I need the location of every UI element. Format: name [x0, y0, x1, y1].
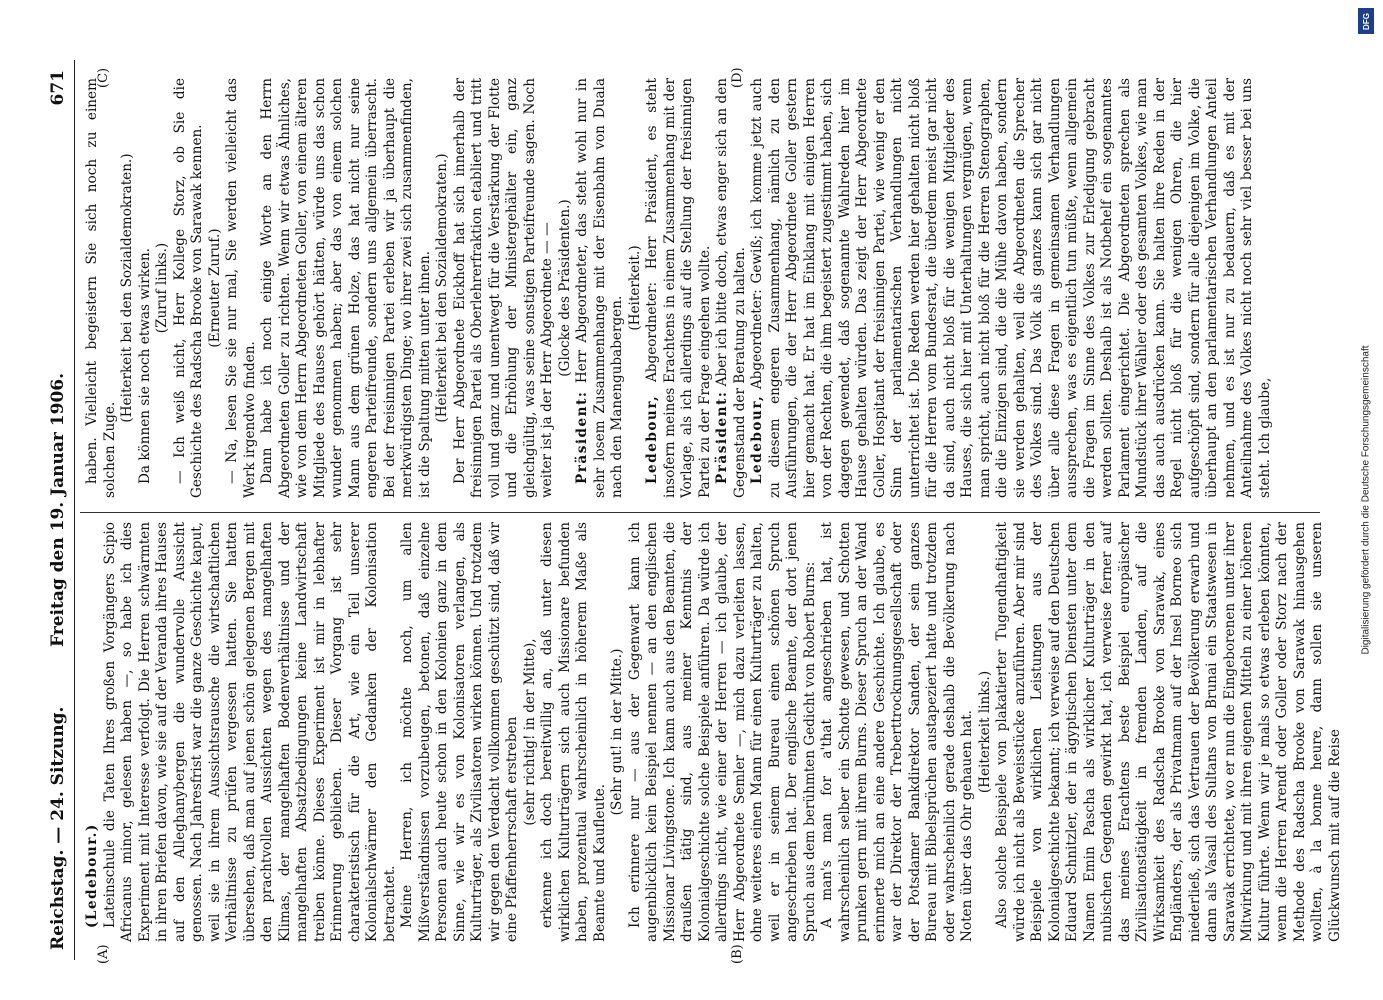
paragraph — [994, 522, 1344, 942]
dfg-logo-text: DFG — [1361, 12, 1371, 30]
column-divider — [80, 512, 1320, 513]
paragraph — [574, 78, 627, 498]
speaker-name: (Ledebour.) — [84, 823, 100, 928]
paragraph — [224, 78, 259, 498]
margin-marker-b: (B) — [730, 944, 745, 964]
paragraph-text: Meine Herren, ich möchte noch, um allen Mißverständnissen vorzubeugen, betonen, daß einzelne Personen auch heute schon in den Kolonien ganz in dem Sinne, wie wir es von Kolonisatoren verlangen, als Kulturträger, als Zivilisatoren wirken können. Und trotzdem wir gegen den Verdacht vollkommen geschützt sind, daß wir eine Pfaffenherrschaft erstreben — [399, 522, 520, 942]
stage-direction: (Erneuter Zuruf.) — [206, 228, 223, 348]
paragraph-text: erkenne ich doch bereitwillig an, daß unter diesen wirklichen Kulturträgern sich auch Missionare befunden haben, prozentual wahrscheinlich in höherem Maße als Beamte und Kaufleute. — [539, 522, 608, 942]
paragraph — [749, 78, 1274, 498]
paragraph — [714, 78, 749, 498]
speaker-name: Präsident: — [714, 390, 730, 484]
paragraph — [644, 78, 714, 498]
paragraph-text: Dann habe ich noch einige Worte an den Herrn Abgeordneten Goller zu richten. Wenn wir etwas Ähnliches, wie von dem Herrn Abgeordneten Goller, von einem älteren Mitgliede des Hauses gehört hätten, würde uns das schon wunder genommen haben; aber das von einem solchen Mann aus dem grünen Holze, das hat nicht nur seine engeren Parteifreunde, sondern uns allgemein überrascht. Bei der freisinnigen Partei erleben wir ja überhaupt die merkwürdigsten Dinge; wo ihrer zwei sich zusammenfinden, ist die Spaltung mitten unter ihnen. — [259, 78, 433, 498]
page-number: 671 — [48, 70, 68, 106]
paragraph-text: Ich erinnere nur — aus der Gegenwart kann ich augenblicklich kein Beispiel nennen — an den englischen Missionar Livingstone. Ich kann auch aus den Beamten, die draußen tätig sind, aus meiner Kenntnis der Kolonialgeschichte solche Beispiele anführen. Da würde ich allerdings nicht, wie einer der Herren — ich glaube, der Herr Abgeordnete Semler —, mich dazu verleiten lassen, ohne weiteres einen Mann für einen Kulturträger zu halten, weil er in seinem Bureau einen schönen Spruch angeschrieben hat. Der englische Beamte, der dort jenen Spruch aus dem berühmten Gedicht von Robert Burns: — [626, 522, 818, 942]
paragraph-text: A man's man for a'that angeschrieben hat, ist wahrscheinlich selber ein Schotte gewesen, und Schotten prunken gern mit ihrem Burns. Dieser Spruch an der Wand erinnerte mich an eine andere Geschichte. Ich glaube, es war der Direktor der Treberttrocknungsgesellschaft oder der Potsdamer Bankdirektor Sanden, der sein ganzes Bureau mit Bibelsprüchen austapeziert hatte und trotzdem oder wahrscheinlich gerade deshalb die Bevölkerung nach Noten über das Ohr gehauen hat. — [819, 522, 975, 942]
paragraph-text: — Na, lesen Sie sie nur mal, Sie werden vielleicht das Werk irgendwo finden. — [224, 78, 258, 498]
paragraph-text: Aber ich bitte doch, etwas enger sich an den Gegenstand der Beratung zu halten. — [714, 78, 748, 498]
stage-direction: (Heiterkeit links.) — [976, 670, 993, 794]
paragraph — [84, 78, 119, 498]
paragraph-text: Lateinschule die Taten Ihres großen Vorgängers Scipio Africanus minor, gelesen haben —, so habe ich dies Experiment mit Interesse verfolgt. Die Herren schwärmten in ihren Briefen davon, wie sie auf der Veranda ihres Hauses auf den Alleghanybergen die wundervolle Aussicht genossen. Nach Jahresfrist war die ganze Geschichte kaput, weil sie in ihrem Aussichtsrausche die wirtschaftlichen Verhältnisse zu prüfen vergessen hatten. Sie hatten übersehen, daß man auf jenen schön gelegenen Bergen mit den prachtvollen Aussichten wegen des mangelhaften Klimas, der mangelhaften Bodenverhältnisse und der mangelhaften Absatzbedingungen keine Landwirtschaft treiben könne. Dieses Experiment ist mir in lebhafter Erinnerung geblieben. Dieser Vorgang ist sehr charakteristisch für die Art, wie ein Teil unserer Kolonialschwärmer den Gedanken der Kolonisation betrachtet. — [101, 522, 398, 942]
speaker-name: Ledebour, — [749, 394, 765, 484]
paragraph-text: Herr Abgeordneter, das steht wohl nur in sehr losem Zusammenhange mit der Eisenbahn von Duala nach den Manengubabergen. — [574, 77, 625, 498]
stage-direction: (Heiterkeit.) — [626, 245, 643, 331]
stage-direction: (Heiterkeit bei den Sozialdemokraten.) — [119, 153, 135, 423]
paragraph — [539, 522, 609, 942]
right-column — [84, 78, 1324, 498]
page-header — [40, 60, 74, 960]
stage-direction: (Sehr gut! in der Mitte.) — [609, 648, 625, 816]
margin-marker-c: (C) — [96, 67, 111, 88]
paragraph — [627, 522, 820, 942]
stage-direction: (Heiterkeit bei den Sozialdemokraten.) — [434, 153, 450, 423]
paragraph-text: haben. Vielleicht begeistern Sie sich noch zu einem solchen Zuge. — [84, 78, 118, 498]
paragraph — [84, 522, 102, 942]
header-left: Reichstag. — 24. Sitzung. — [48, 706, 68, 950]
header-rule — [74, 60, 75, 960]
paragraph — [452, 78, 557, 498]
paragraph-text: Der Herr Abgeordnete Eickhoff hat sich innerhalb der freisinnigen Partei als Oberlehrerfraktion etabliert und tritt voll und ganz und unentwegt für die Verstärkung der Flotte und die Erhöhung der Ministergehälter ein, ganz gleichgültig, was seine sonstigen Parteifreunde sagen. Noch weiter ist ja der Herr Abgeordnete — — — [451, 78, 555, 498]
paragraph-text: Da können sie noch etwas wirken. — [136, 247, 153, 484]
speaker-name: Ledebour, — [644, 394, 660, 484]
paragraph-text: Abgeordneter: Gewiß; ich komme jetzt auch zu diesem engeren Zusammenhang, nämlich zu den Ausführungen, die der Herr Abgeordnete Goller gestern hier gemacht hat. Er hat im Einklang mit einigen Herren von der Rechten, die ihm begeistert zugestimmt haben, sich dagegen gewendet, daß sogenannte Wahlreden hier im Hause gehalten würden. Das zeigt der Herr Abgeordnete Goller, Hospitant der freisinnigen Partei, wie wenig er den Sinn der parlamentarischen Verhandlungen nicht unterrichtet ist. Die Reden werden hier gehalten nicht bloß für die Herren vom Bundesrat, die überdem meist gar nicht da sind, auch nicht bloß für die wenigen Mitglieder des Hauses, die sich hier mit Unterhaltungen vergnügen, wenn man spricht, auch nicht bloß für die Herren Stenographen, die die Einzigen sind, die die Mühe davon haben, sondern sie werden gehalten, weil die Abgeordneten die Sprecher des Volkes sind. Das Volk als ganzes kann sich gar nicht über alle diese Fragen in gemeinsamen Verhandlungen aussprechen, was es eigentlich tun müßte, wenn allgemein die Fragen im Sinne des Volkes zur Erledigung gebracht werden sollten. Deshalb ist als Notbehelf ein sogenanntes Parlament eingerichtet. Die Abgeordneten sprechen als Mundstück ihrer Wähler oder des gesamten Volkes, wie man das auch ausdrücken kann. Sie halten ihre Reden in der Regel nicht bloß für die wenigen Ohren, die hier aufgeschöpft sind, sondern für alle diejenigen im Volke, die überhaupt an den parlamentarischen Verhandlungen Anteil nehmen, und es ist nur zu bedauern, daß es mit der Anteilnahme des Volkes nicht noch sehr viel besser bei uns steht. Ich glaube, — [749, 78, 1273, 498]
margin-marker-d: (D) — [730, 67, 745, 88]
speaker-name: Präsident: — [574, 390, 590, 484]
paragraph-text: — Ich weiß nicht, Herr Kollege Storz, ob Sie die Geschichte des Radscha Brooke von Sarawak kennen. — [171, 78, 205, 498]
header-date: Freitag den 19. Januar 1906. — [48, 372, 68, 648]
rotated-page — [40, 60, 1343, 964]
paragraph — [819, 522, 977, 942]
paragraph — [259, 78, 434, 498]
paragraph — [172, 78, 207, 498]
dfg-logo — [1358, 8, 1374, 34]
paragraph — [137, 78, 155, 498]
paragraph — [102, 522, 400, 942]
stage-direction: (Zuruf links.) — [154, 242, 170, 334]
stage-direction: (sehr richtig! in der Mitte), — [521, 638, 538, 826]
paragraph-text: Abgeordneter: Herr Präsident, es steht insofern meines Erachtens in einem Zusammenhang mit der Vorlage, als ich allerdings auf die Stellung der freisinnigen Partei zu der Frage eingehen wollte. — [644, 78, 713, 498]
funding-note: Digitalisierung gefördert durch die Deutsche Forschungsgemeinschaft — [1360, 345, 1372, 655]
margin-marker-a: (A) — [96, 944, 111, 964]
paragraph — [399, 522, 522, 942]
stage-direction: (Glocke des Präsidenten.) — [556, 199, 573, 377]
paragraph-text: Also solche Beispiele von plakatierter Tugendhaftigkeit würde ich nicht als Beweisstücke anzuführen. Aber mir sind Beispiele von wirklichen Leistungen aus der Kolonialgeschichte bekannt; ich verweise auf den Deutschen Eduard Schnitzler, der in ägyptischen Diensten unter dem Namen Emin Pascha als wirklicher Kulturträger in den nubischen Gegenden gewirkt hat, ich verweise ferner auf das meines Erachtens beste Beispiel europäischer Zivilisationstätigkeit in fremden Landen, auf die Wirksamkeit des Radscha Brooke von Sarawak, eines Engländers, der als Privatmann auf der Insel Borneo sich niederließ, sich das Vertrauen der Bevölkerung erwarb und dann als Vasall des Sultans von Brunai ein Staatswesen in Sarawak errichtete, wo er nun die Eingeborenen unter ihrer Mitwirkung und mit ihren eigenen Mitteln zu einer höheren Kultur führte. Wenn wir je mals so etwas erleben könnten, wenn die Herren Arendt oder Goller oder Storz nach der Methode des Radscha Brooke von Sarawak hinausgehen wollten, à la bonne heure, dann sollen sie unseren Glückwunsch mit auf die Reise — [994, 522, 1343, 942]
left-column — [84, 522, 1343, 942]
